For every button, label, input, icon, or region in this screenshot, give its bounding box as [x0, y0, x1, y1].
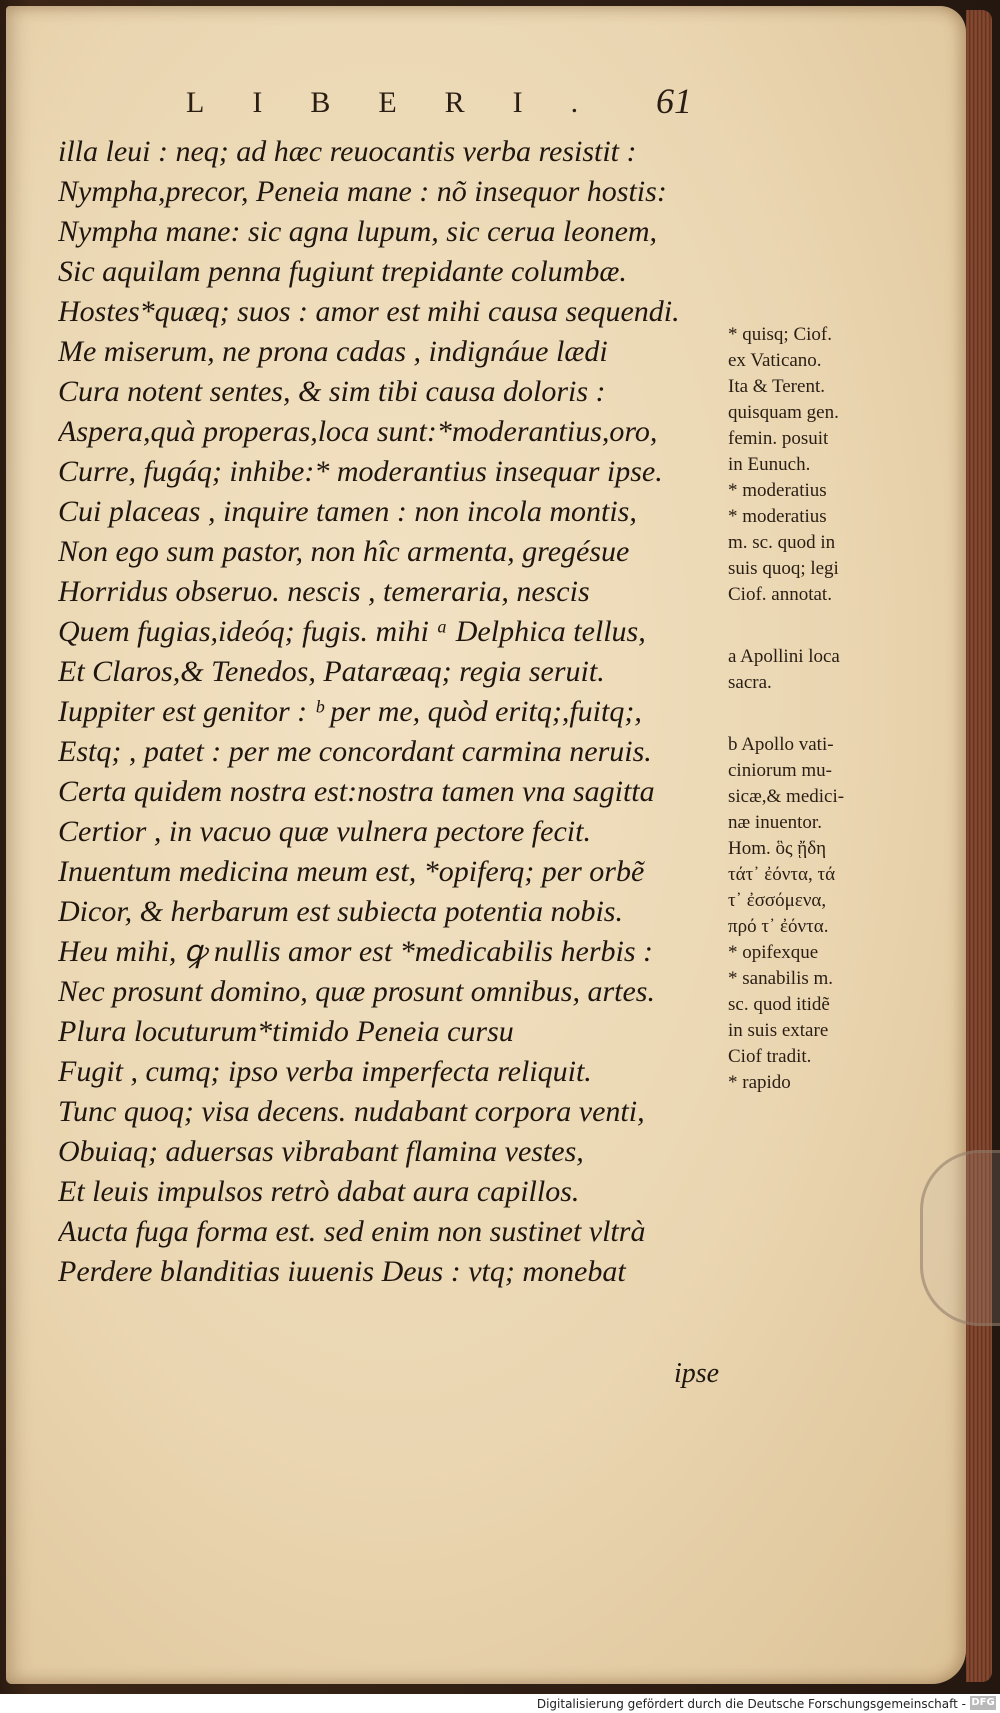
verse-line: Iuppiter est genitor : ᵇ per me, quòd eritq;,fuitq;, [58, 695, 642, 728]
verse-line: Fugit , cumq; ipso verba imperfecta reliquit. [58, 1055, 592, 1088]
margin-note: a Apollini loca [728, 646, 840, 667]
margin-note: næ inuentor. [728, 812, 822, 833]
page-number: 61 [656, 81, 692, 121]
margin-note: in suis extare [728, 1020, 829, 1041]
verse-line: Horridus obseruo. nescis , temeraria, nescis [58, 575, 590, 608]
verse-line: Inuentum medicina meum est, *opiferq; per orbẽ [58, 855, 645, 888]
margin-note: sc. quod itidẽ [728, 994, 830, 1015]
verse-line: Cura notent sentes, & sim tibi causa doloris : [58, 375, 606, 408]
margin-note: Ita & Terent. [728, 376, 825, 397]
verse-line: Estq; , patet : per me concordant carmina neruis. [58, 735, 652, 768]
verse-line: Obuiaq; aduersas vibrabant flamina vestes, [58, 1135, 584, 1168]
verse-line: Heu mihi, ꝙ nullis amor est *medicabilis herbis : [58, 935, 653, 968]
margin-note: in Eunuch. [728, 454, 811, 475]
verse-line: Cui placeas , inquire tamen : non incola montis, [58, 495, 637, 528]
margin-note: ex Vaticano. [728, 350, 822, 371]
verse-line: Non ego sum pastor, non hîc armenta, gregésue [58, 535, 630, 568]
margin-note: sicæ,& medici- [728, 786, 845, 807]
verse-line: Curre, fugáq; inhibe:* moderantius insequar ipse. [58, 455, 663, 488]
verse-line: Certior , in vacuo quæ vulnera pectore fecit. [58, 815, 591, 848]
margin-note: ciniorum mu- [728, 760, 832, 781]
margin-note: * quisq; Ciof. [728, 324, 832, 345]
margin-note: suis quoq; legi [728, 558, 839, 579]
margin-note: Hom. ὃς ᾔδη [728, 838, 827, 859]
verse-line: Nec prosunt domino, quæ prosunt omnibus, artes. [58, 975, 655, 1008]
verse-line: illa leui : neq; ad hæc reuocantis verba resistit : [58, 135, 637, 168]
margin-note: m. sc. quod in [728, 532, 836, 553]
footer-credit: Digitalisierung gefördert durch die Deutsche Forschungsgemeinschaft - [536, 1697, 966, 1711]
margin-note: * opifexque [728, 942, 819, 963]
margin-note: quisquam gen. [728, 402, 839, 423]
book-page [6, 6, 966, 1684]
margin-note: Ciof tradit. [728, 1046, 812, 1067]
catchword: ipse [674, 1358, 720, 1389]
margin-note: b Apollo vati- [728, 734, 834, 755]
verse-line: Aspera,quà properas,loca sunt:*moderantius,oro, [58, 415, 658, 448]
verse-block [58, 132, 738, 1292]
margin-note: * rapido [728, 1072, 791, 1093]
margin-note: sacra. [728, 672, 772, 693]
verse-line: Plura locuturum*timido Peneia cursu [58, 1015, 514, 1048]
margin-note: * moderatius [728, 506, 827, 527]
margin-note: Ciof. annotat. [728, 584, 832, 605]
page-clip [920, 1150, 1000, 1326]
verse-line: Me miserum, ne prona cadas , indignáue lædi [58, 335, 608, 368]
verse-line: Nympha mane: sic agna lupum, sic cerua leonem, [58, 215, 658, 248]
running-title: LIBERI. [186, 86, 627, 119]
verse-line: Dicor, & herbarum est subiecta potentia nobis. [58, 895, 623, 928]
verse-line: Certa quidem nostra est:nostra tamen vna sagitta [58, 775, 655, 808]
verse-line: Hostes*quæq; suos : amor est mihi causa sequendi. [58, 295, 680, 328]
verse-line: Et Claros,& Tenedos, Pataræaq; regia seruit. [58, 655, 605, 688]
verse-line: Aucta fuga forma est. sed enim non sustinet vltrà [58, 1215, 646, 1248]
verse-line: Sic aquilam penna fugiunt trepidante columbæ. [58, 255, 627, 288]
margin-note: τ᾽ ἐσσόμενα, [728, 890, 827, 911]
page-fore-edge [966, 10, 992, 1682]
verse-line: Quem fugias,ideóq; fugis. mihi ᵃ Delphica tellus, [58, 615, 646, 648]
dfg-logo: DFG [971, 1697, 995, 1708]
verse-line: Et leuis impulsos retrò dabat aura capillos. [58, 1175, 580, 1208]
margin-note: τάτ᾽ ἐόντα, τά [728, 864, 836, 885]
margin-note: πρό τ᾽ ἐόντα. [728, 916, 829, 937]
verse-line: Perdere blanditias iuuenis Deus : vtq; monebat [58, 1255, 626, 1288]
margin-note: * moderatius [728, 480, 827, 501]
verse-line: Nympha,precor, Peneia mane : nõ insequor hostis: [58, 175, 667, 208]
margin-note: * sanabilis m. [728, 968, 834, 989]
verse-line: Tunc quoq; visa decens. nudabant corpora venti, [58, 1095, 645, 1128]
margin-note: femin. posuit [728, 428, 829, 449]
